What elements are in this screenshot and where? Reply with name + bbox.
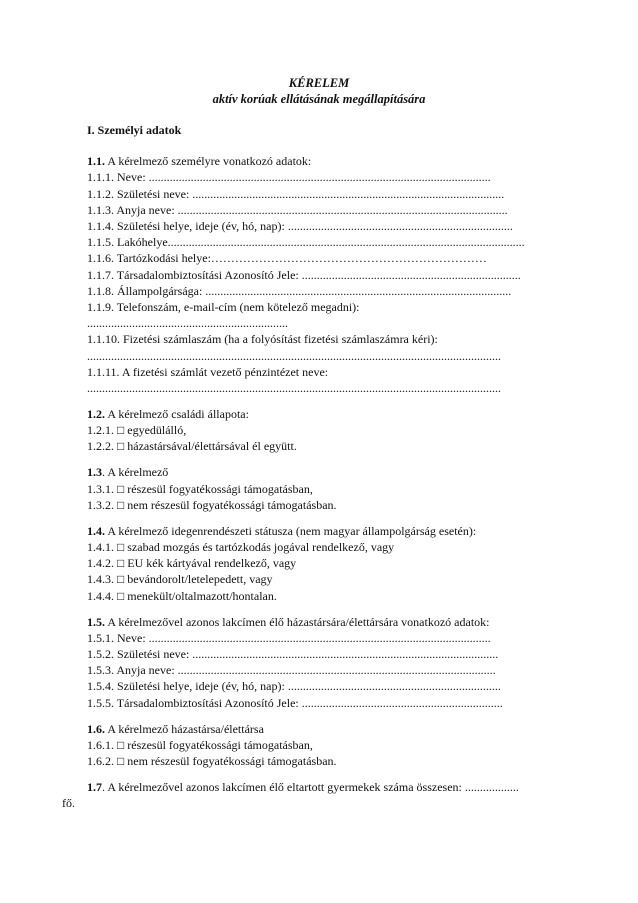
option-single[interactable]: 1.2.1. □ egyedülálló,	[87, 423, 187, 438]
s15-heading: 1.5. A kérelmezővel azonos lakcímen élő házastársára/élettársára vonatkozó adatok:	[87, 614, 490, 629]
s11-heading: 1.1. A kérelmező személyre vonatkozó adatok:	[87, 154, 312, 169]
s17-heading[interactable]: 1.7. A kérelmezővel azonos lakcímen élő eltartott gyermekek száma összesen: ..................	[87, 780, 519, 795]
field-partner-mother-name[interactable]: 1.5.3. Anyja neve: ..........................................................................................................	[87, 663, 496, 678]
field-residence[interactable]: 1.1.5. Lakóhelye.......................................................................................................................	[87, 235, 525, 250]
field-partner-taj-number[interactable]: 1.5.5. Társadalombiztosítási Azonosító Jele: ...................................................................	[87, 695, 503, 710]
option-with-partner[interactable]: 1.2.2. □ házastársával/élettársával él együtt.	[87, 439, 297, 454]
field-birth-place-date[interactable]: 1.1.4. Születési helye, ideje (év, hó, nap): ...........................................................................	[87, 219, 513, 234]
field-stay-address[interactable]: 1.1.6. Tartózkodási helye:……………………………………………………………	[87, 251, 487, 266]
field-partner-birth-place-date[interactable]: 1.5.4. Születési helye, ideje (év, hó, nap): .......................................................................	[87, 679, 501, 694]
field-bank-account-label: 1.1.10. Fizetési számlaszám (ha a folyósítást fizetési számlaszámra kéri):	[87, 332, 438, 347]
field-birth-name[interactable]: 1.1.2. Születési neve: ........................................................................................................	[87, 186, 505, 201]
option-partner-disability-no[interactable]: 1.6.2. □ nem részesül fogyatékossági támogatásban.	[87, 754, 337, 769]
section-personal-data-heading: I. Személyi adatok	[87, 123, 182, 137]
field-partner-birth-name[interactable]: 1.5.2. Születési neve: ......................................................................................................	[87, 647, 499, 662]
field-bank-name-label: 1.1.11. A fizetési számlát vezető pénzintézet neve:	[87, 364, 329, 379]
s12-heading: 1.2. A kérelmező családi állapota:	[87, 407, 249, 422]
form-subtitle: aktív korúak ellátásának megállapítására	[212, 92, 426, 106]
s17-tail: fő.	[62, 796, 75, 811]
field-taj-number[interactable]: 1.1.7. Társadalombiztosítási Azonosító Jele: .........................................................................	[87, 267, 521, 282]
option-free-movement[interactable]: 1.4.1. □ szabad mozgás és tartózkodás jogával rendelkező, vagy	[87, 540, 395, 555]
form-title: KÉRELEM	[288, 76, 350, 90]
option-refugee[interactable]: 1.4.4. □ menekült/oltalmazott/hontalan.	[87, 588, 277, 603]
form-content	[62, 122, 563, 812]
s16-heading: 1.6. A kérelmező házastársa/élettársa	[87, 721, 264, 736]
field-name[interactable]: 1.1.1. Neve: ..................................................................................................................	[87, 170, 491, 185]
option-partner-disability-yes[interactable]: 1.6.1. □ részesül fogyatékossági támogatásban,	[87, 737, 313, 752]
option-eu-blue-card[interactable]: 1.4.2. □ EU kék kártyával rendelkező, vagy	[87, 556, 297, 571]
field-partner-name[interactable]: 1.5.1. Neve: ..................................................................................................................	[87, 630, 491, 645]
option-settled[interactable]: 1.4.3. □ bevándorolt/letelepedett, vagy	[87, 572, 273, 587]
s13-heading: 1.3. A kérelmező	[87, 465, 169, 480]
s14-heading: 1.4. A kérelmező idegenrendészeti státusza (nem magyar állampolgárság esetén):	[87, 523, 477, 538]
field-phone-email[interactable]: ...................................................................	[87, 316, 288, 331]
field-bank-name[interactable]: ..........................................................................................................................................	[87, 381, 501, 396]
field-bank-account[interactable]: ..........................................................................................................................................	[87, 348, 501, 363]
title-block	[0, 75, 638, 107]
field-citizenship[interactable]: 1.1.8. Állampolgársága: ......................................................................................................	[87, 283, 512, 298]
field-mother-name[interactable]: 1.1.3. Anyja neve: ..............................................................................................................	[87, 202, 508, 217]
option-disability-support-no[interactable]: 1.3.2. □ nem részesül fogyatékossági támogatásban.	[87, 497, 337, 512]
option-disability-support-yes[interactable]: 1.3.1. □ részesül fogyatékossági támogatásban,	[87, 481, 313, 496]
field-phone-email-label: 1.1.9. Telefonszám, e-mail-cím (nem kötelező megadni):	[87, 300, 360, 315]
